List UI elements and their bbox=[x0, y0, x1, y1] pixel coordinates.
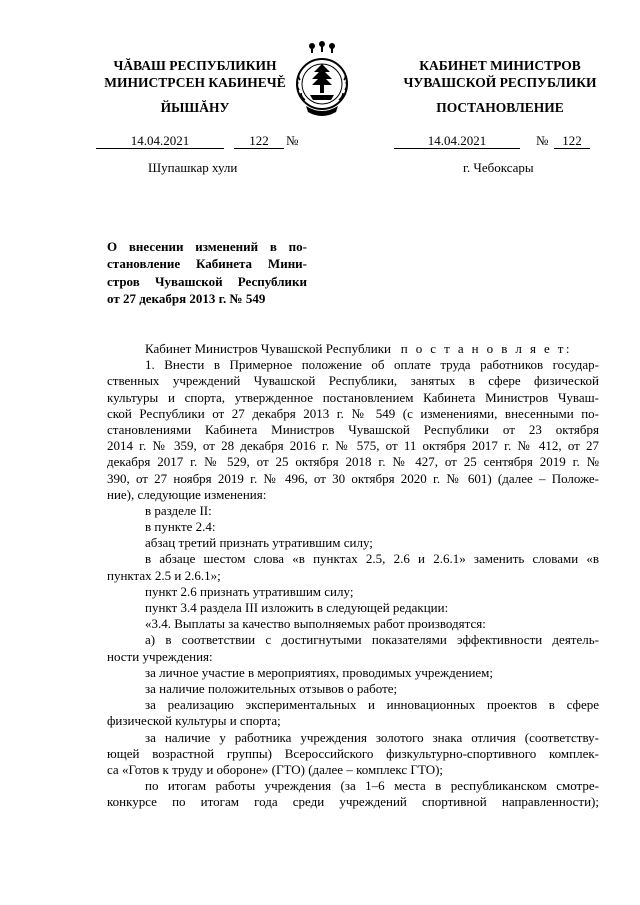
header-left-doc-type: ЙЫШĂНУ bbox=[160, 100, 230, 115]
header-left-authority bbox=[95, 57, 295, 91]
body-line: ющей возрастной группы) Всероссийского физкультурно-спортивного комплек- bbox=[107, 745, 599, 761]
body-line: за наличие у работника учреждения золотого знака отличия (соответству- bbox=[145, 729, 599, 745]
body-line: а) в соответствии с достигнутыми показателями эффективности деятель- bbox=[145, 632, 599, 648]
document-body bbox=[107, 341, 599, 810]
body-line: ской Республики от 27 декабря 2013 г. № 549 (с изменениями, внесенными по- bbox=[107, 405, 599, 421]
header-right-line2: ЧУВАШСКОЙ РЕСПУБЛИКИ bbox=[403, 75, 597, 90]
body-line: пункт 2.6 признать утратившим силу; bbox=[145, 583, 354, 599]
body-line: в пункте 2.4: bbox=[145, 519, 216, 535]
body-line: становлениями Кабинета Министров Чувашской Республики от 23 октября bbox=[107, 421, 599, 437]
body-line: физической культуры и спорта; bbox=[107, 713, 281, 729]
document-title bbox=[107, 238, 307, 307]
header-left-line2: МИНИСТРСЕН КАБИНЕЧĚ bbox=[104, 75, 286, 90]
registration-left-date: 14.04.2021 bbox=[96, 133, 224, 149]
body-line: ственных учреждений Чувашской Республики, занятых в сфере физической bbox=[107, 373, 599, 389]
title-line: от 27 декабря 2013 г. № 549 bbox=[107, 290, 266, 306]
body-line: «3.4. Выплаты за качество выполняемых работ производятся: bbox=[145, 616, 486, 632]
body-line: 390, от 27 ноября 2019 г. № 496, от 30 октября 2020 г. № 601) (далее – Положе- bbox=[107, 470, 599, 486]
registration-right-date: 14.04.2021 bbox=[394, 133, 520, 149]
body-line: по итогам работы учреждения (за 1–6 места в республиканском смотре- bbox=[145, 778, 599, 794]
body-line: 2014 г. № 359, от 28 декабря 2016 г. № 575, от 11 октября 2017 г. № 412, от 27 bbox=[107, 438, 599, 454]
title-line: стров Чувашской Республики bbox=[107, 273, 307, 289]
body-line: ности учреждения: bbox=[107, 648, 213, 664]
header-left-line1: ЧĂВАШ РЕСПУБЛИКИН bbox=[113, 58, 277, 73]
body-line: декабря 2017 г. № 529, от 25 октября 2018 г. № 427, от 25 сентября 2019 г. № bbox=[107, 454, 599, 470]
registration-left bbox=[96, 133, 316, 149]
body-intro-line bbox=[107, 341, 599, 357]
registration-left-number: 122 bbox=[234, 133, 284, 149]
body-intro-verb: п о с т а н о в л я е т: bbox=[400, 341, 572, 356]
title-line: становление Кабинета Мини- bbox=[107, 256, 307, 272]
header-right-line1: КАБИНЕТ МИНИСТРОВ bbox=[419, 58, 581, 73]
registration-right-number-sign: № bbox=[536, 133, 549, 148]
body-line: пункт 3.4 раздела III изложить в следующей редакции: bbox=[145, 600, 449, 615]
body-line: за личное участие в мероприятиях, проводимых учреждением; bbox=[145, 664, 494, 680]
place-left: Шупашкар хули bbox=[148, 160, 238, 175]
body-line: за реализацию экспериментальных и инновационных проектов в сфере bbox=[145, 697, 599, 713]
header-right-authority bbox=[380, 57, 620, 91]
body-line: за наличие положительных отзывов о работе; bbox=[145, 680, 398, 696]
header-right-doc-type: ПОСТАНОВЛЕНИЕ bbox=[436, 100, 564, 115]
title-line: О внесении изменений в по- bbox=[107, 239, 307, 254]
body-intro: Кабинет Министров Чувашской Республики bbox=[145, 341, 391, 356]
body-line: в абзаце шестом слова «в пунктах 2.5, 2.6 и 2.6.1» заменить словами «в bbox=[145, 551, 599, 567]
coat-of-arms-chuvashia-icon bbox=[292, 40, 352, 120]
body-line: пунктах 2.5 и 2.6.1»; bbox=[107, 567, 221, 583]
body-line: ние), следующие изменения: bbox=[107, 486, 267, 502]
body-line: конкурсе по итогам года среди учреждений спортивной направленности); bbox=[107, 794, 599, 810]
body-line: 1. Внести в Примерное положение об оплате труда работников государ- bbox=[145, 357, 599, 373]
registration-left-number-sign: № bbox=[286, 133, 299, 148]
registration-right-number: 122 bbox=[554, 133, 590, 149]
registration-right bbox=[394, 133, 594, 149]
body-line: са «Готов к труду и обороне» (ГТО) (далее – комплекс ГТО); bbox=[107, 761, 444, 777]
place-right: г. Чебоксары bbox=[463, 160, 534, 175]
body-line: абзац третий признать утратившим силу; bbox=[145, 535, 373, 551]
body-line: культуры и спорта, утвержденное постановлением Кабинета Министров Чуваш- bbox=[107, 389, 599, 405]
body-line: в разделе II: bbox=[145, 502, 212, 518]
